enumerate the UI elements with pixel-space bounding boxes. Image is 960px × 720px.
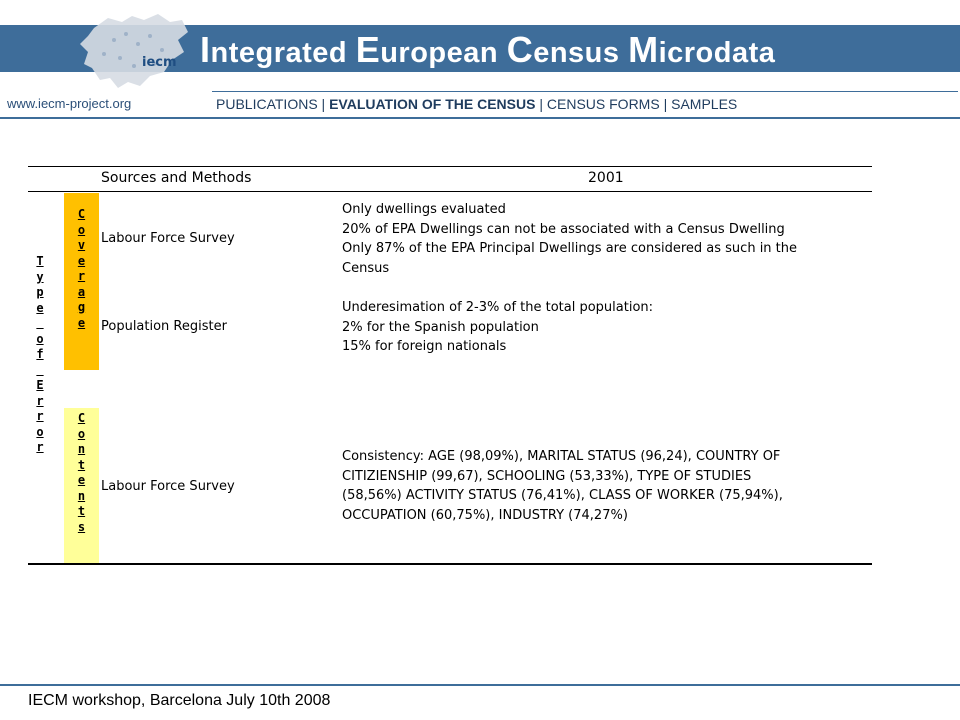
- banner-title: Integrated European Census Microdata: [200, 29, 776, 70]
- contents-letter: o: [77, 426, 86, 441]
- column-header-year: 2001: [588, 170, 624, 186]
- coverage-letter: C: [77, 207, 86, 221]
- contents-letter: n: [77, 442, 86, 456]
- table-header-rule: [28, 191, 872, 192]
- row-description: Only dwellings evaluated 20% of EPA Dwellings can not be associated with a Census Dwelling Only 87% of the EPA Principal Dwellings are considered as such in the Census: [342, 202, 798, 276]
- contents-letter: n: [77, 488, 86, 503]
- contents-letter: t: [77, 504, 86, 518]
- nav-divider: [212, 91, 958, 92]
- coverage-letter: e: [77, 253, 86, 268]
- table-bottom-rule: [28, 563, 872, 565]
- nav-separator: |: [663, 96, 668, 112]
- type-of-error-letter: r: [36, 440, 44, 454]
- type-of-error-letter: E: [36, 378, 44, 392]
- contents-letter: t: [77, 457, 86, 472]
- coverage-letter: a: [77, 284, 86, 299]
- site-url-link[interactable]: www.iecm-project.org: [7, 96, 132, 111]
- contents-letter: s: [77, 519, 86, 534]
- coverage-label: [64, 207, 99, 331]
- type-of-error-letter: o: [36, 331, 44, 346]
- type-of-error-letter: [33, 363, 47, 379]
- footer-rule: [0, 684, 960, 686]
- header-bottom-rule: [0, 117, 960, 119]
- column-header-sources: Sources and Methods: [101, 170, 252, 186]
- nav-separator: |: [539, 96, 543, 112]
- row-source: Labour Force Survey: [101, 479, 235, 494]
- nav-evaluation-of-the-census[interactable]: EVALUATION OF THE CENSUS: [329, 96, 536, 112]
- type-of-error-letter: T: [36, 254, 44, 268]
- type-of-error-letter: y: [36, 269, 44, 284]
- row-description: Consistency: AGE (98,09%), MARITAL STATUS (96,24), COUNTRY OF CITIZIENSHIP (99,67), SCHOOLING (53,33%), TYPE OF STUDIES (58,56%) ACTIVITY STATUS (76,41%), CLASS OF WORKER (75,94%), OCCUPATION (60,75%), INDUSTRY (74,27%): [342, 449, 783, 523]
- type-of-error-label: [33, 254, 47, 456]
- type-of-error-letter: r: [36, 393, 44, 408]
- nav-separator: |: [321, 96, 326, 112]
- contents-letter: e: [77, 473, 86, 487]
- row-source: Population Register: [101, 319, 227, 334]
- coverage-letter: o: [77, 222, 86, 237]
- nav-samples[interactable]: SAMPLES: [671, 96, 738, 112]
- coverage-letter: r: [77, 269, 86, 283]
- contents-label: [64, 411, 99, 535]
- logo-text: iecm: [142, 55, 177, 70]
- coverage-letter: g: [77, 300, 86, 314]
- footer-text: IECM workshop, Barcelona July 10th 2008: [28, 692, 331, 709]
- row-source: Labour Force Survey: [101, 231, 235, 246]
- type-of-error-letter: [33, 316, 47, 332]
- row-description: Underesimation of 2-3% of the total population: 2% for the Spanish population 15% for foreign nationals: [342, 300, 654, 354]
- type-of-error-letter: f: [36, 347, 44, 361]
- table-top-rule: [28, 166, 872, 167]
- type-of-error-letter: e: [36, 300, 44, 315]
- coverage-letter: v: [77, 238, 86, 252]
- type-of-error-letter: o: [36, 424, 44, 439]
- contents-letter: C: [77, 411, 86, 425]
- type-of-error-letter: r: [36, 409, 44, 423]
- iecm-logo: [74, 10, 198, 92]
- type-of-error-letter: p: [36, 285, 44, 299]
- coverage-letter: e: [77, 315, 86, 330]
- top-nav: [216, 96, 737, 112]
- nav-publications[interactable]: PUBLICATIONS: [216, 96, 318, 112]
- nav-census-forms[interactable]: CENSUS FORMS: [546, 96, 660, 112]
